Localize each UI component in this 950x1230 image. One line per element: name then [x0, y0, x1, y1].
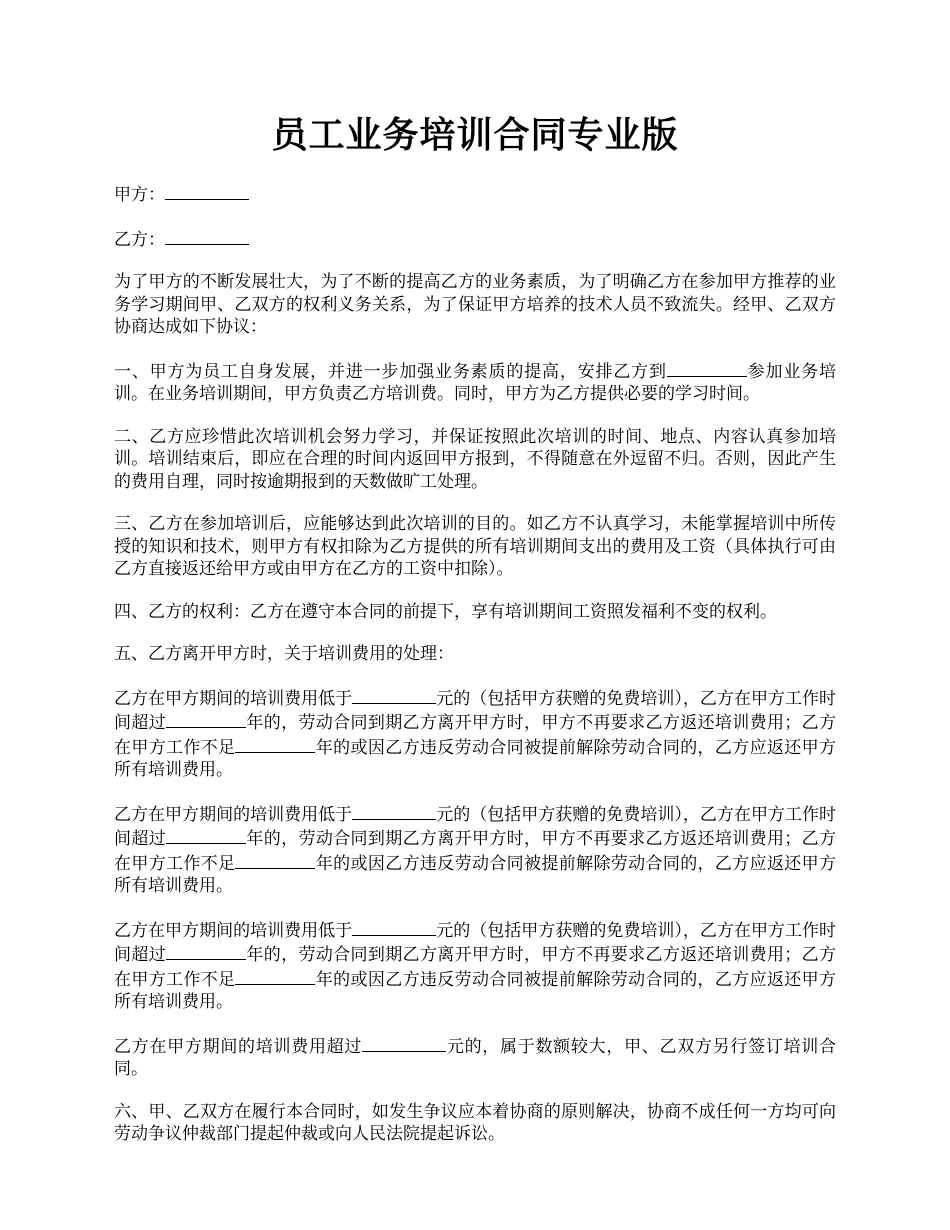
party-a-label: 甲方：	[114, 185, 165, 205]
fee-text-4: 年的或因乙方违反劳动合同被提前解除劳动合同的，乙方应返还甲方所有培训费用。	[114, 969, 837, 1012]
fee-amount-blank	[352, 802, 436, 820]
fee-amount-blank	[352, 686, 436, 704]
fee-text-2: 元的（包括甲方获赠的免费培训），乙方在甲方工作时间超过	[114, 804, 837, 849]
clause-1-blank	[667, 359, 747, 377]
document-body	[114, 182, 836, 1166]
fee-text-4: 年的或因乙方违反劳动合同被提前解除劳动合同的，乙方应返还甲方所有培训费用。	[114, 853, 837, 896]
over-limit-blank	[362, 1034, 446, 1052]
fee-amount-blank	[352, 918, 436, 936]
short-years-blank	[235, 967, 315, 985]
party-b-label: 乙方：	[114, 229, 165, 250]
fee-text-3: 年的，劳动合同到期乙方离开甲方时，甲方不再要求乙方返还培训费用；乙方在甲方工作不足	[114, 829, 837, 874]
party-a-line	[114, 182, 836, 207]
party-b-line	[114, 227, 836, 252]
fee-text-1: 乙方在甲方期间的培训费用低于	[114, 804, 353, 825]
clause-1-text-before: 一、甲方为员工自身发展，并进一步加强业务素质的提高，安排乙方到	[114, 361, 667, 382]
clause-1-text-after: 参加业务培训。在业务培训期间，甲方负责乙方培训费。同时，甲方为乙方提供必要的学习时间。	[114, 361, 837, 404]
clause-3: 三、乙方在参加培训后，应能够达到此次培训的目的。如乙方不认真学习，未能掌握培训中所传授的知识和技术，则甲方有权扣除为乙方提供的所有培训期间支出的费用及工资（具体执行可由乙方直接返还给甲方或由甲方在乙方的工资中扣除）。	[114, 514, 836, 579]
over-limit-text-1: 乙方在甲方期间的培训费用超过	[114, 1036, 363, 1057]
over-limit-paragraph	[114, 1034, 836, 1081]
fee-paragraph	[114, 918, 836, 1014]
fee-paragraph	[114, 802, 836, 898]
clause-6: 六、甲、乙双方在履行本合同时，如发生争议应本着协商的原则解决，协商不成任何一方均可向劳动争议仲裁部门提起仲裁或向人民法院提起诉讼。	[114, 1101, 836, 1144]
short-years-blank	[235, 851, 315, 869]
clause-5: 五、乙方离开甲方时，关于培训费用的处理：	[114, 644, 454, 664]
document-title: 员工业务培训合同专业版	[271, 114, 679, 156]
work-years-blank	[166, 826, 246, 844]
over-limit-text-2: 元的，属于数额较大，甲、乙双方另行签订培训合同。	[114, 1036, 837, 1079]
fee-text-4: 年的或因乙方违反劳动合同被提前解除劳动合同的，乙方应返还甲方所有培训费用。	[114, 737, 837, 780]
fee-text-3: 年的，劳动合同到期乙方离开甲方时，甲方不再要求乙方返还培训费用；乙方在甲方工作不足	[114, 713, 837, 758]
fee-paragraph	[114, 686, 836, 782]
clause-1	[114, 359, 836, 406]
clause-2: 二、乙方应珍惜此次培训机会努力学习，并保证按照此次培训的时间、地点、内容认真参加培训。培训结束后，即应在合理的时间内返回甲方报到，不得随意在外逗留不归。否则，因此产生的费用自理，同时按逾期报到的天数做旷工处理。	[114, 426, 836, 492]
fee-text-1: 乙方在甲方期间的培训费用低于	[114, 688, 353, 709]
fee-text-2: 元的（包括甲方获赠的免费培训），乙方在甲方工作时间超过	[114, 688, 837, 733]
party-b-blank	[165, 227, 249, 245]
fee-text-3: 年的，劳动合同到期乙方离开甲方时，甲方不再要求乙方返还培训费用；乙方在甲方工作不足	[114, 945, 837, 990]
work-years-blank	[166, 710, 246, 728]
short-years-blank	[235, 735, 315, 753]
work-years-blank	[166, 942, 246, 960]
clause-4: 四、乙方的权利：乙方在遵守本合同的前提下，享有培训期间工资照发福利不变的权利。	[114, 601, 777, 622]
party-a-blank	[165, 182, 249, 200]
fee-text-1: 乙方在甲方期间的培训费用低于	[114, 920, 353, 941]
intro-paragraph: 为了甲方的不断发展壮大，为了不断的提高乙方的业务素质，为了明确乙方在参加甲方推荐的业务学习期间甲、乙双方的权利义务关系，为了保证甲方培养的技术人员不致流失。经甲、乙双方协商达成如下协议：	[114, 272, 836, 337]
fee-text-2: 元的（包括甲方获赠的免费培训），乙方在甲方工作时间超过	[114, 920, 837, 965]
